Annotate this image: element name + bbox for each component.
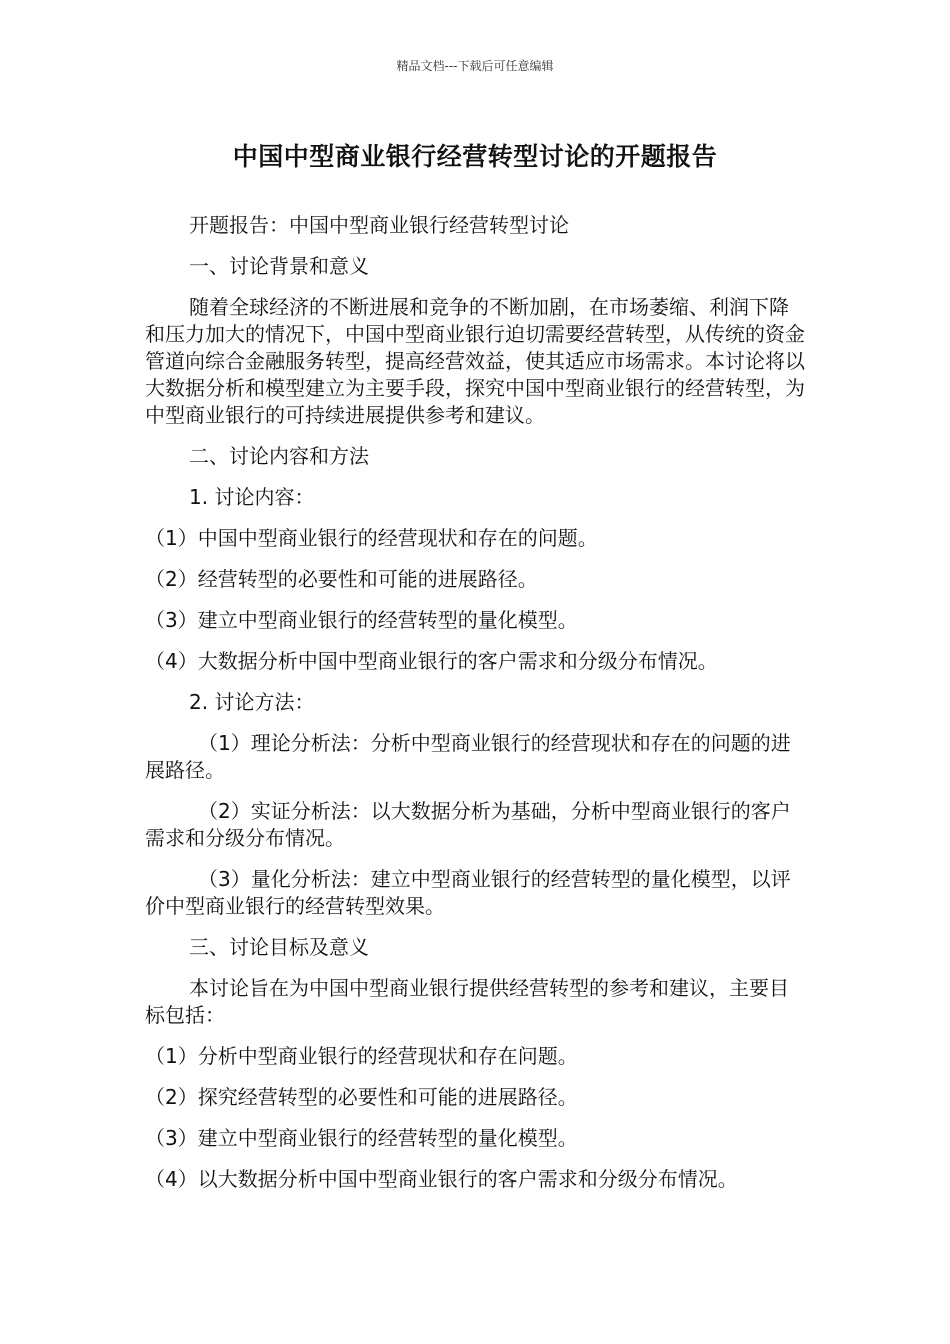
background-paragraph: 随着全球经济的不断进展和竞争的不断加剧，在市场萎缩、利润下降和压力加大的情况下，中国中型商业银行迫切需要经营转型，从传统的资金管道向综合金融服务转型，提高经营效益，使其适应市场需求。本讨论将以大数据分析和模型建立为主要手段，探究中国中型商业银行的经营转型，为中型商业银行的可持续进展提供参考和建议。 xyxy=(145,295,805,427)
section-heading-background: 一、讨论背景和意义 xyxy=(189,254,369,278)
list-item: （2）经营转型的必要性和可能的进展路径。 xyxy=(145,567,538,591)
report-subtitle: 开题报告：中国中型商业银行经营转型讨论 xyxy=(189,213,569,237)
list-item: （3）建立中型商业银行的经营转型的量化模型。 xyxy=(145,1126,578,1150)
document-body xyxy=(145,212,808,1207)
header-note: 精品文档---下载后可任意编辑 xyxy=(396,59,554,73)
section-heading-goals: 三、讨论目标及意义 xyxy=(189,935,369,959)
list-item: （1）理论分析法：分析中型商业银行的经营现状和存在的问题的进展路径。 xyxy=(145,731,791,782)
document-title: 中国中型商业银行经营转型讨论的开题报告 xyxy=(232,142,718,171)
list-item: （3）量化分析法：建立中型商业银行的经营转型的量化模型，以评价中型商业银行的经营转型效果。 xyxy=(145,867,791,918)
subheading-content: 1. 讨论内容： xyxy=(189,485,315,509)
list-item: （1）分析中型商业银行的经营现状和存在问题。 xyxy=(145,1044,578,1068)
list-item: （2）探究经营转型的必要性和可能的进展路径。 xyxy=(145,1085,578,1109)
list-item: （4）大数据分析中国中型商业银行的客户需求和分级分布情况。 xyxy=(145,649,718,673)
list-item: （3）建立中型商业银行的经营转型的量化模型。 xyxy=(145,608,578,632)
list-item: （4）以大数据分析中国中型商业银行的客户需求和分级分布情况。 xyxy=(145,1167,738,1191)
list-item: （2）实证分析法：以大数据分析为基础，分析中型商业银行的客户需求和分级分布情况。 xyxy=(145,799,791,850)
section-heading-content-method: 二、讨论内容和方法 xyxy=(189,444,369,468)
goals-paragraph: 本讨论旨在为中国中型商业银行提供经营转型的参考和建议，主要目标包括： xyxy=(145,976,789,1027)
list-item: （1）中国中型商业银行的经营现状和存在的问题。 xyxy=(145,526,598,550)
subheading-method: 2. 讨论方法： xyxy=(189,690,315,714)
